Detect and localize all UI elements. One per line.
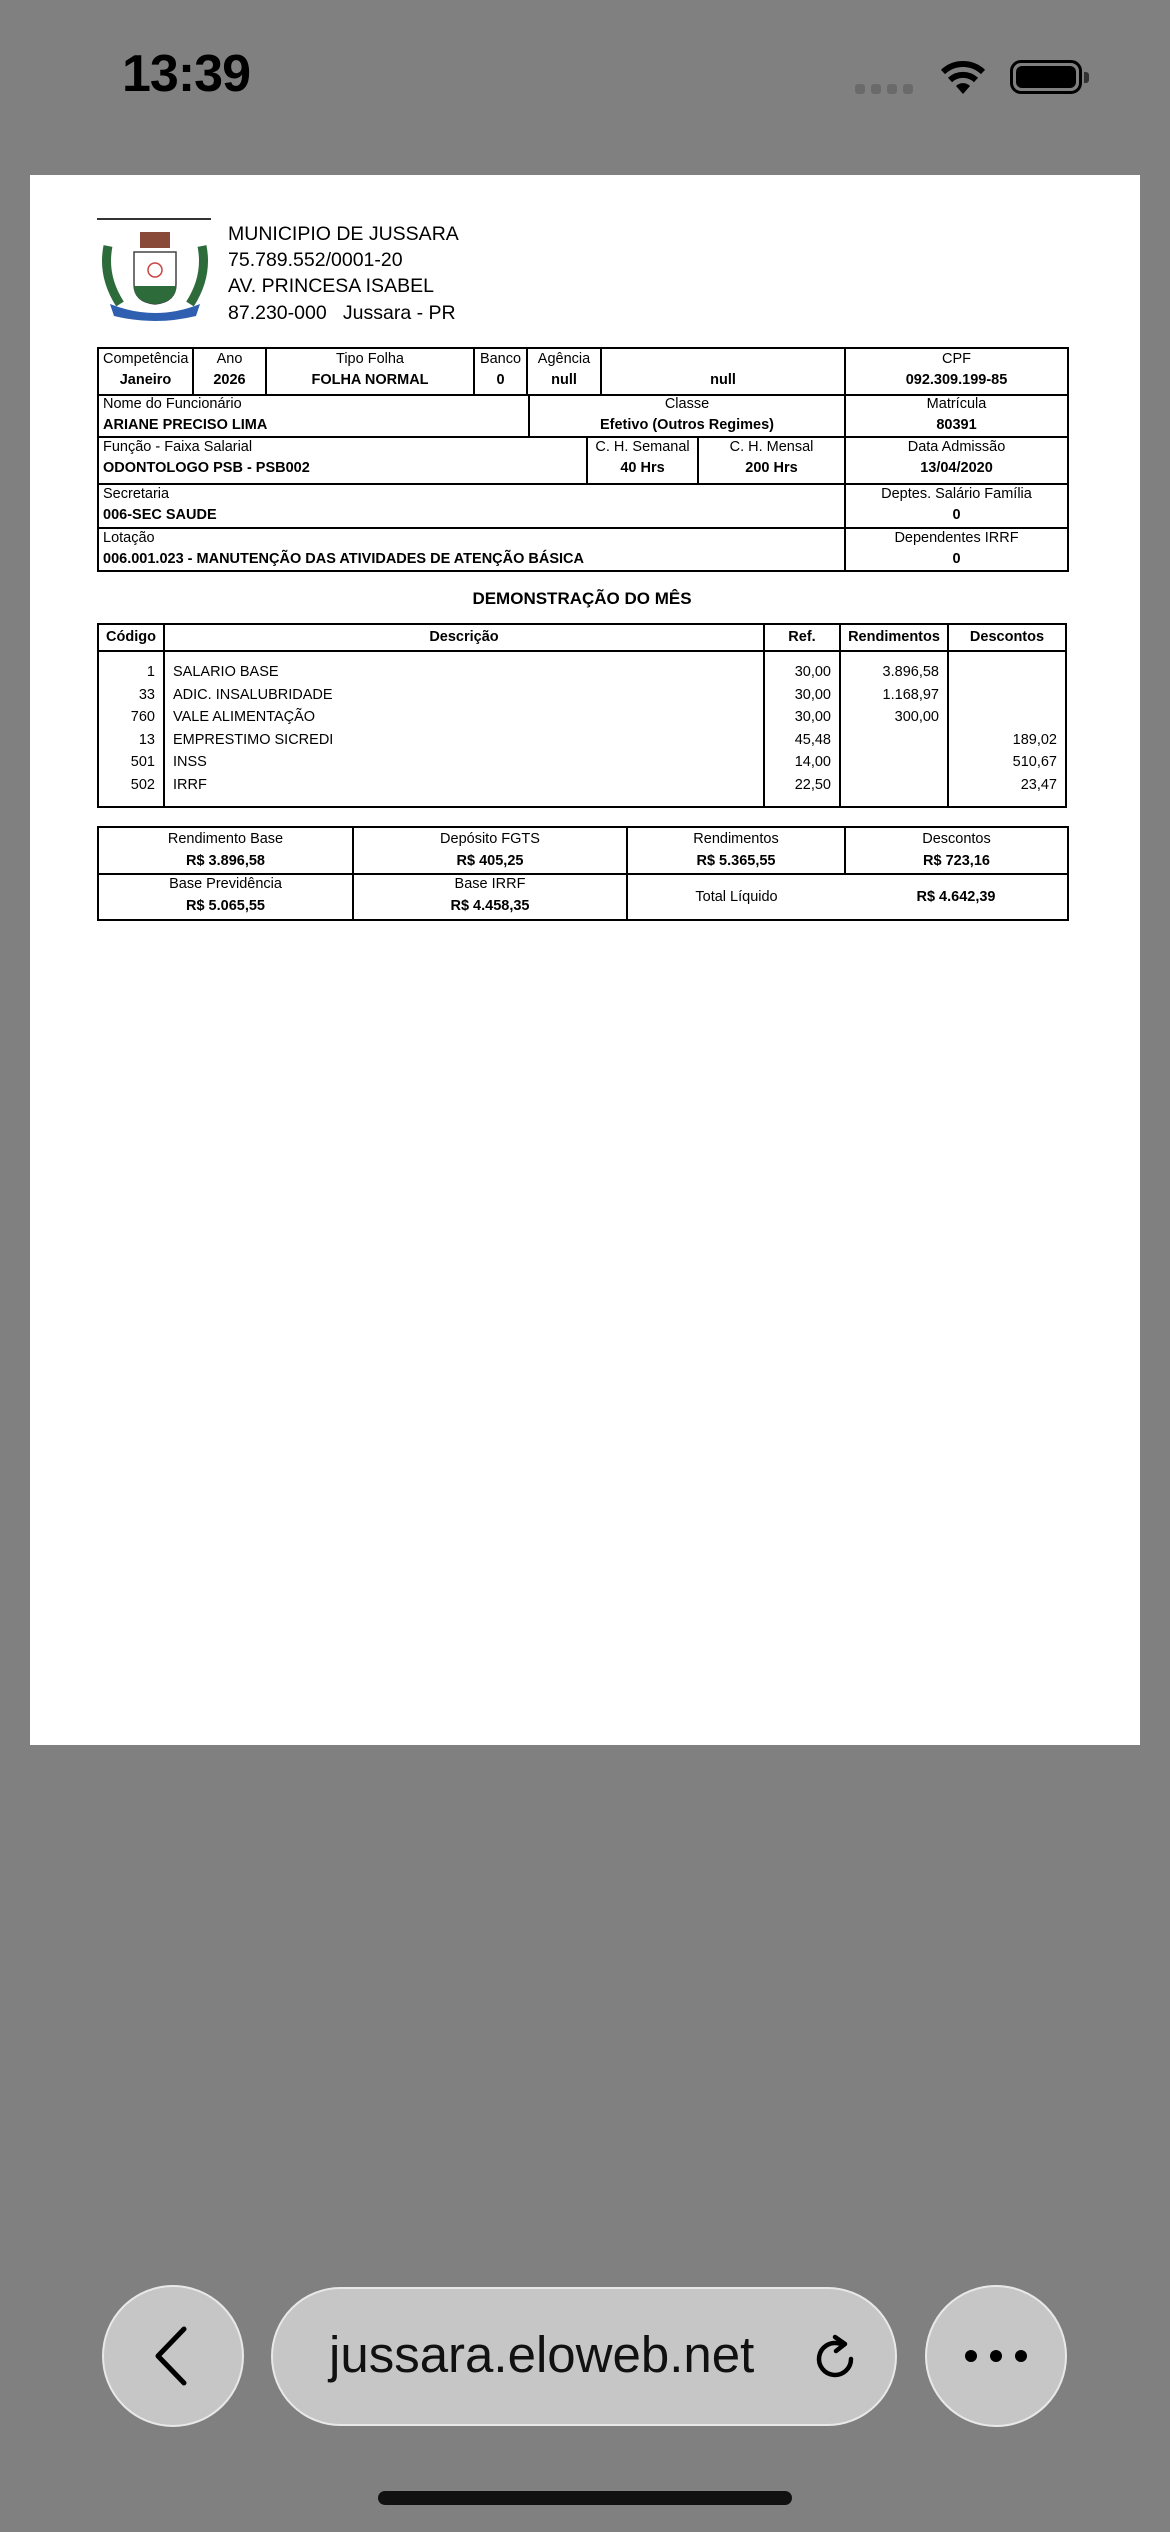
funcao-cell [98, 437, 587, 484]
more-dots-icon [925, 2285, 1067, 2427]
dep-irrf-cell [845, 528, 1068, 571]
cpf-value: 092.309.199-85 [905, 372, 1008, 388]
tipo-folha-value: FOLHA NORMAL [311, 372, 429, 388]
ch-semanal-label: C. H. Semanal [595, 439, 690, 455]
ano-cell [193, 348, 266, 395]
base-irrf-cell [353, 874, 627, 920]
base-previdencia-value: R$ 5.065,55 [185, 898, 265, 914]
cell-rendimentos: 1.168,97 [840, 684, 948, 707]
agencia-cell [527, 348, 601, 395]
municipality-coat-of-arms-logo [100, 226, 210, 322]
table-row [98, 706, 1066, 729]
cpf-label: CPF [942, 351, 971, 367]
descontos-total-label: Descontos [922, 831, 991, 847]
matricula-value: 80391 [936, 417, 977, 433]
ch-mensal-cell [698, 437, 845, 484]
agencia-value: null [551, 372, 577, 388]
rendimentos-total-label: Rendimentos [693, 831, 779, 847]
url-text: jussara.eloweb.net [329, 2326, 755, 2383]
funcao-value: ODONTOLOGO PSB - PSB002 [103, 460, 310, 476]
totals-table [97, 826, 1069, 921]
classe-cell [529, 394, 845, 437]
conta-cell [601, 348, 845, 395]
lotacao-label: Lotação [103, 530, 155, 546]
org-cnpj: 75.789.552/0001-20 [228, 249, 403, 271]
cell-ref: 30,00 [764, 684, 840, 707]
classe-value: Efetivo (Outros Regimes) [599, 417, 775, 433]
col-descricao: Descrição [164, 624, 764, 651]
cell-codigo: 502 [98, 774, 164, 797]
ano-value: 2026 [213, 372, 246, 388]
table-row [98, 729, 1066, 752]
info-row-1 [97, 347, 1069, 396]
dep-salario-familia-cell [845, 484, 1068, 528]
dep-irrf-value: 0 [952, 551, 961, 567]
col-ref: Ref. [764, 624, 840, 651]
secretaria-cell [98, 484, 845, 528]
dep-salario-familia-value: 0 [952, 507, 961, 523]
descontos-total-value: R$ 723,16 [923, 853, 990, 869]
cell-rendimentos: 300,00 [840, 706, 948, 729]
funcao-label: Função - Faixa Salarial [103, 439, 253, 455]
org-address: AV. PRINCESA ISABEL [228, 275, 434, 297]
tipo-folha-label: Tipo Folha [336, 351, 404, 367]
cell-descricao: INSS [164, 751, 764, 774]
total-liquido-value: R$ 4.642,39 [845, 874, 1068, 920]
banco-label: Banco [479, 351, 522, 367]
ch-mensal-value: 200 Hrs [745, 460, 798, 476]
competencia-label: Competência [103, 351, 189, 367]
col-descontos: Descontos [948, 624, 1066, 651]
rendimento-base-cell [98, 827, 353, 874]
conta-value: null [710, 372, 736, 388]
total-liquido-label: Total Líquido [627, 874, 845, 920]
cell-descricao: SALARIO BASE [164, 661, 764, 684]
cell-descontos [948, 706, 1066, 729]
demonstrativo-table [97, 623, 1067, 808]
table-row [98, 774, 1066, 797]
tipo-folha-cell [266, 348, 474, 395]
cell-rendimentos: 3.896,58 [840, 661, 948, 684]
cell-descontos: 23,47 [948, 774, 1066, 797]
banco-value: 0 [496, 372, 505, 388]
deposito-fgts-cell [353, 827, 627, 874]
wifi-icon [938, 58, 988, 96]
dep-salario-familia-label: Deptes. Salário Família [881, 486, 1032, 502]
cell-descontos [948, 661, 1066, 684]
rendimentos-total-cell [627, 827, 845, 874]
ano-label: Ano [216, 351, 243, 367]
base-irrf-value: R$ 4.458,35 [450, 898, 530, 914]
deposito-fgts-value: R$ 405,25 [456, 853, 524, 869]
banco-cell [474, 348, 527, 395]
classe-label: Classe [664, 396, 710, 412]
cell-descricao: IRRF [164, 774, 764, 797]
info-row-4 [97, 484, 1069, 529]
cell-codigo: 33 [98, 684, 164, 707]
cell-rendimentos [840, 751, 948, 774]
demonstrativo-title: DEMONSTRAÇÃO DO MÊS [472, 589, 692, 608]
competencia-cell [98, 348, 193, 395]
cell-ref: 45,48 [764, 729, 840, 752]
cell-descontos [948, 684, 1066, 707]
cell-codigo: 13 [98, 729, 164, 752]
cell-rendimentos [840, 729, 948, 752]
more-button[interactable] [925, 2285, 1067, 2427]
ch-semanal-value: 40 Hrs [620, 460, 665, 476]
agencia-label: Agência [537, 351, 591, 367]
chevron-left-icon [102, 2285, 244, 2427]
cell-descontos: 189,02 [948, 729, 1066, 752]
nome-value: ARIANE PRECISO LIMA [103, 417, 268, 433]
cell-descontos: 510,67 [948, 751, 1066, 774]
rendimento-base-value: R$ 3.896,58 [185, 853, 265, 869]
cell-descricao: EMPRESTIMO SICREDI [164, 729, 764, 752]
admissao-cell [845, 437, 1068, 484]
cell-ref: 14,00 [764, 751, 840, 774]
competencia-value: Janeiro [119, 372, 172, 388]
header-divider [97, 218, 211, 220]
cpf-cell [845, 348, 1068, 395]
nome-cell [98, 394, 529, 437]
matricula-cell [845, 394, 1068, 437]
cell-ref: 30,00 [764, 661, 840, 684]
cell-codigo: 1 [98, 661, 164, 684]
table-row [98, 661, 1066, 684]
org-city: 87.230-000 Jussara - PR [228, 302, 456, 324]
cell-ref: 22,50 [764, 774, 840, 797]
cell-ref: 30,00 [764, 706, 840, 729]
secretaria-value: 006-SEC SAUDE [103, 507, 217, 523]
rendimentos-total-value: R$ 5.365,55 [696, 853, 776, 869]
signal-icon [855, 84, 915, 94]
info-row-3 [97, 437, 1069, 485]
base-previdencia-label: Base Previdência [169, 876, 282, 892]
base-irrf-label: Base IRRF [454, 876, 526, 892]
matricula-label: Matrícula [926, 396, 987, 412]
address-bar[interactable] [271, 2287, 897, 2426]
dep-irrf-label: Dependentes IRRF [894, 530, 1019, 546]
cell-codigo: 501 [98, 751, 164, 774]
col-codigo: Código [98, 624, 164, 651]
ch-mensal-label: C. H. Mensal [729, 439, 814, 455]
info-row-5 [97, 528, 1069, 572]
org-name: MUNICIPIO DE JUSSARA [228, 223, 459, 245]
deposito-fgts-label: Depósito FGTS [440, 831, 540, 847]
lotacao-value: 006.001.023 - MANUTENÇÃO DAS ATIVIDADES DE ATENÇÃO BÁSICA [103, 551, 584, 567]
col-rendimentos: Rendimentos [840, 624, 948, 651]
rendimento-base-label: Rendimento Base [167, 831, 284, 847]
back-button[interactable] [102, 2285, 244, 2427]
ch-semanal-cell [587, 437, 698, 484]
info-row-2 [97, 394, 1069, 438]
reload-icon[interactable] [809, 2333, 861, 2385]
nome-label: Nome do Funcionário [103, 396, 242, 412]
secretaria-label: Secretaria [103, 486, 170, 502]
descontos-total-cell [845, 827, 1068, 874]
admissao-label: Data Admissão [907, 439, 1006, 455]
cell-codigo: 760 [98, 706, 164, 729]
cell-rendimentos [840, 774, 948, 797]
status-time: 13:39 [122, 45, 250, 103]
table-row [98, 684, 1066, 707]
table-row [98, 751, 1066, 774]
base-previdencia-cell [98, 874, 353, 920]
cell-descricao: VALE ALIMENTAÇÃO [164, 706, 764, 729]
lotacao-cell [98, 528, 845, 571]
home-indicator[interactable] [378, 2491, 792, 2505]
cell-descricao: ADIC. INSALUBRIDADE [164, 684, 764, 707]
battery-icon [1010, 60, 1082, 94]
admissao-value: 13/04/2020 [920, 460, 993, 476]
